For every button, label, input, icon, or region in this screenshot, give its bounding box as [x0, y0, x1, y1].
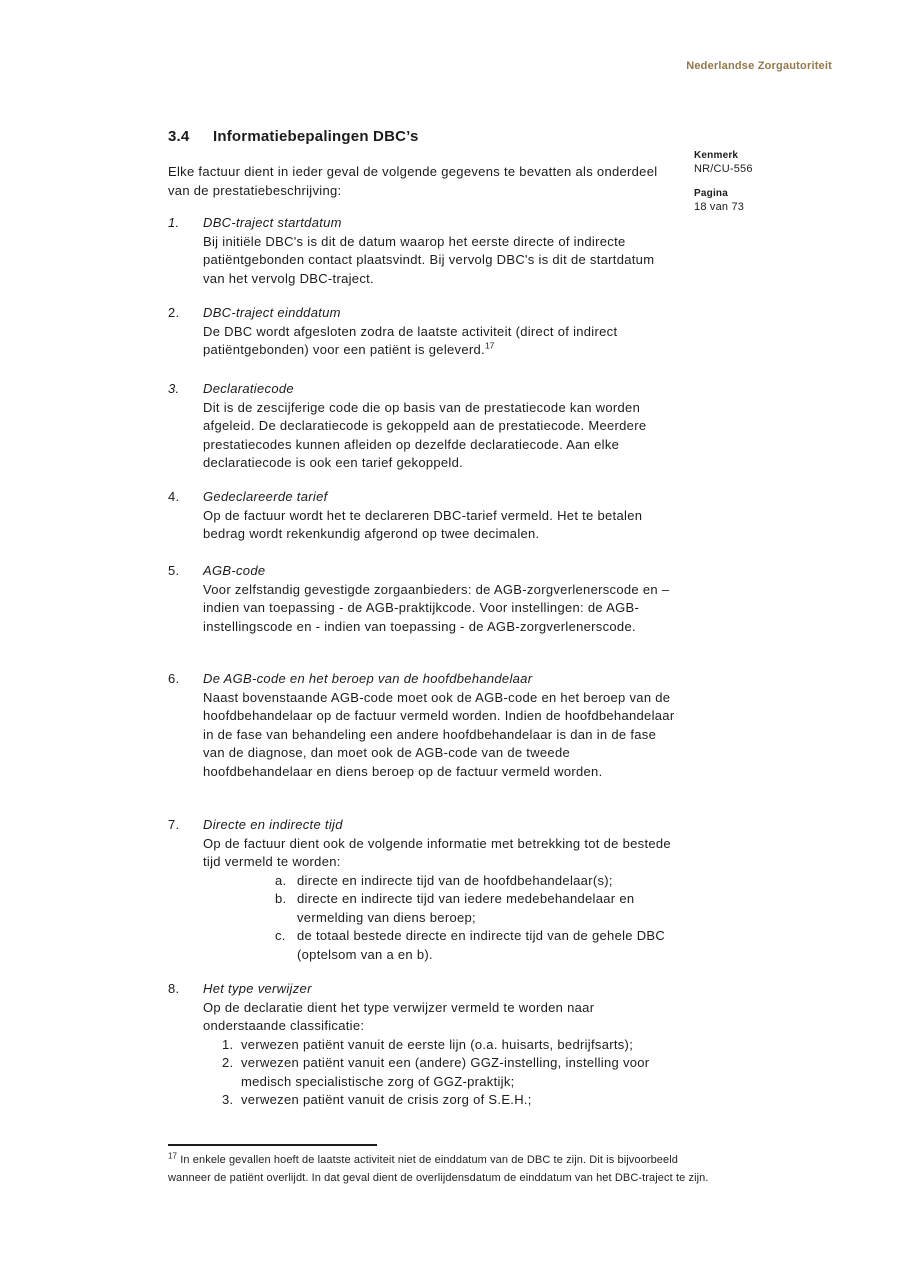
list-item-heading: DBC-traject startdatum: [203, 215, 342, 230]
sub-list: [203, 872, 680, 965]
list-item-body-text: Naast bovenstaande AGB-code moet ook de AGB-code en het beroep van de hoofdbehandelaar op de factuur vermeld worden. Indien de hoofdbehandelaar in de fase van behandeling een andere hoofdbehandelaar is dan in de fase van de diagnose, dan moet ook de AGB-code van de tweede hoofdbehandelaar en diens beroep op de factuur vermeld worden.: [203, 689, 675, 779]
sub-list-marker: 3.: [222, 1092, 234, 1107]
sub-list-text: directe en indirecte tijd van iedere medebehandelaar en vermelding van diens beroep;: [297, 891, 635, 925]
sub-list-item: [275, 872, 680, 891]
list-item-content: [203, 214, 680, 288]
sub-list-text: directe en indirecte tijd van de hoofdbehandelaar(s);: [297, 872, 613, 888]
sub-list-text: verwezen patiënt vanuit een (andere) GGZ-instelling, instelling voor medisch specialistische zorg of GGZ-praktijk;: [241, 1055, 650, 1089]
list-item-body: [203, 233, 680, 289]
kenmerk-label: Kenmerk: [694, 150, 739, 161]
kenmerk-value: NR/CU-556: [694, 163, 753, 175]
list-item-body-text: Bij initiële DBC's is dit de datum waarop het eerste directe of indirecte patiëntgebonden contact plaatsvindt. Bij vervolg DBC's is dit de startdatum van het vervolg DBC-traject.: [203, 233, 655, 286]
sub-list-item: [222, 1054, 680, 1091]
list-item-body: [203, 507, 680, 544]
list-item-heading: Gedeclareerde tarief: [203, 489, 328, 504]
list-item-number: 6.: [168, 671, 180, 686]
list-item: [168, 488, 680, 544]
list-item-body: [203, 835, 680, 872]
list-item-body: [203, 689, 680, 782]
footnote-body: In enkele gevallen hoeft de laatste activiteit niet de einddatum van de DBC te zijn. Dit is bijvoorbeeld wanneer de patiënt overlijdt. In dat geval dient de overlijdensdatum de einddatum van het DBC-traject te zijn.: [168, 1154, 709, 1184]
list-item: [168, 304, 680, 360]
footnote-separator: [168, 1144, 377, 1146]
sub-list-text: de totaal bestede directe en indirecte tijd van de gehele DBC (optelsom van a en b).: [297, 928, 666, 962]
footnote-area: [168, 1144, 716, 1187]
list-item: [168, 214, 680, 288]
list-item-number: 3.: [168, 381, 180, 396]
meta-sidebar: [694, 150, 854, 213]
list-item-body-text: Op de declaratie dient het type verwijzer vermeld te worden naar onderstaande classificatie:: [203, 999, 595, 1033]
footnote-reference: 17: [484, 340, 495, 351]
section-number: 3.4: [168, 128, 190, 145]
list-item-body: [203, 999, 680, 1036]
list-item: [168, 670, 680, 781]
footnote-text: [168, 1151, 716, 1187]
sub-list-item: [222, 1036, 680, 1055]
list-item-body: [203, 323, 680, 360]
sub-list-item: [222, 1091, 680, 1110]
list-item: [168, 562, 680, 636]
list-item-heading: AGB-code: [203, 563, 266, 578]
list-item-content: [203, 816, 680, 964]
list-item-body-text: Voor zelfstandig gevestigde zorgaanbieders: de AGB-zorgverlenerscode en – indien van toepassing - de AGB-praktijkcode. Voor instellingen: de AGB-instellingscode en - indien van toepassing - de AGB-zorgverlenerscode.: [203, 581, 670, 634]
list-item-number: 2.: [168, 305, 180, 320]
pagina-label: Pagina: [694, 188, 728, 199]
list-item-heading: DBC-traject einddatum: [203, 305, 341, 320]
sub-list-marker: 1.: [222, 1036, 234, 1052]
brand-logo-text: Nederlandse Zorgautoriteit: [686, 60, 832, 72]
list-item-number: 5.: [168, 563, 180, 578]
list-item-content: [203, 980, 680, 1110]
list-item-content: [203, 380, 680, 473]
list-item-number: 7.: [168, 817, 180, 832]
section-heading: [168, 128, 680, 145]
list-item-number: 8.: [168, 981, 180, 996]
list-item-content: [203, 562, 680, 636]
list-item-body: [203, 581, 680, 637]
list-item: [168, 980, 680, 1110]
list-item-heading: Declaratiecode: [203, 381, 294, 396]
footnote-marker: 17: [168, 1151, 178, 1161]
list-item-body-text: Op de factuur wordt het te declareren DBC-tarief vermeld. Het te betalen bedrag wordt rekenkundig afgerond op twee decimalen.: [203, 507, 643, 541]
sub-list-text: verwezen patiënt vanuit de eerste lijn (o.a. huisarts, bedrijfsarts);: [241, 1036, 634, 1052]
pagina-value: 18 van 73: [694, 201, 745, 213]
intro-paragraph: Elke factuur dient in ieder geval de volgende gegevens te bevatten als onderdeel van de prestatiebeschrijving:: [168, 164, 658, 198]
list-item-heading: De AGB-code en het beroep van de hoofdbehandelaar: [203, 671, 533, 686]
list-item-body-text: De DBC wordt afgesloten zodra de laatste activiteit (direct of indirect patiëntgebonden) voor een patiënt is geleverd.: [203, 323, 618, 357]
sub-list-item: [275, 890, 680, 927]
list-item-heading: Directe en indirecte tijd: [203, 817, 343, 832]
sub-list-item: [275, 927, 680, 964]
list-item-body-text: Op de factuur dient ook de volgende informatie met betrekking tot de bestede tijd vermeld te worden:: [203, 835, 671, 869]
sub-list-marker: c.: [275, 928, 286, 943]
list-item-content: [203, 488, 680, 544]
list-item-number: 1.: [168, 215, 180, 230]
sub-list-text: verwezen patiënt vanuit de crisis zorg of S.E.H.;: [241, 1092, 532, 1107]
list-item-content: [203, 670, 680, 781]
list-item-body-text: Dit is de zescijferige code die op basis van de prestatiecode kan worden afgeleid. De declaratiecode is gekoppeld aan de prestatiecode. Meerdere prestatiecodes kunnen afleiden op dezelfde declaratiecode. Aan elke declaratiecode is ook een tarief gekoppeld.: [203, 399, 647, 470]
sub-list-marker: a.: [275, 872, 287, 888]
section-title: Informatiebepalingen DBC’s: [213, 128, 419, 145]
list-item-content: [203, 304, 680, 360]
list-item-number: 4.: [168, 489, 180, 504]
list-item: [168, 380, 680, 473]
sub-list-marker: b.: [275, 891, 287, 906]
sub-list: [203, 1036, 680, 1110]
list-item-body: [203, 399, 680, 473]
list-item-heading: Het type verwijzer: [203, 981, 312, 996]
list-item: [168, 816, 680, 964]
sub-list-marker: 2.: [222, 1055, 234, 1070]
